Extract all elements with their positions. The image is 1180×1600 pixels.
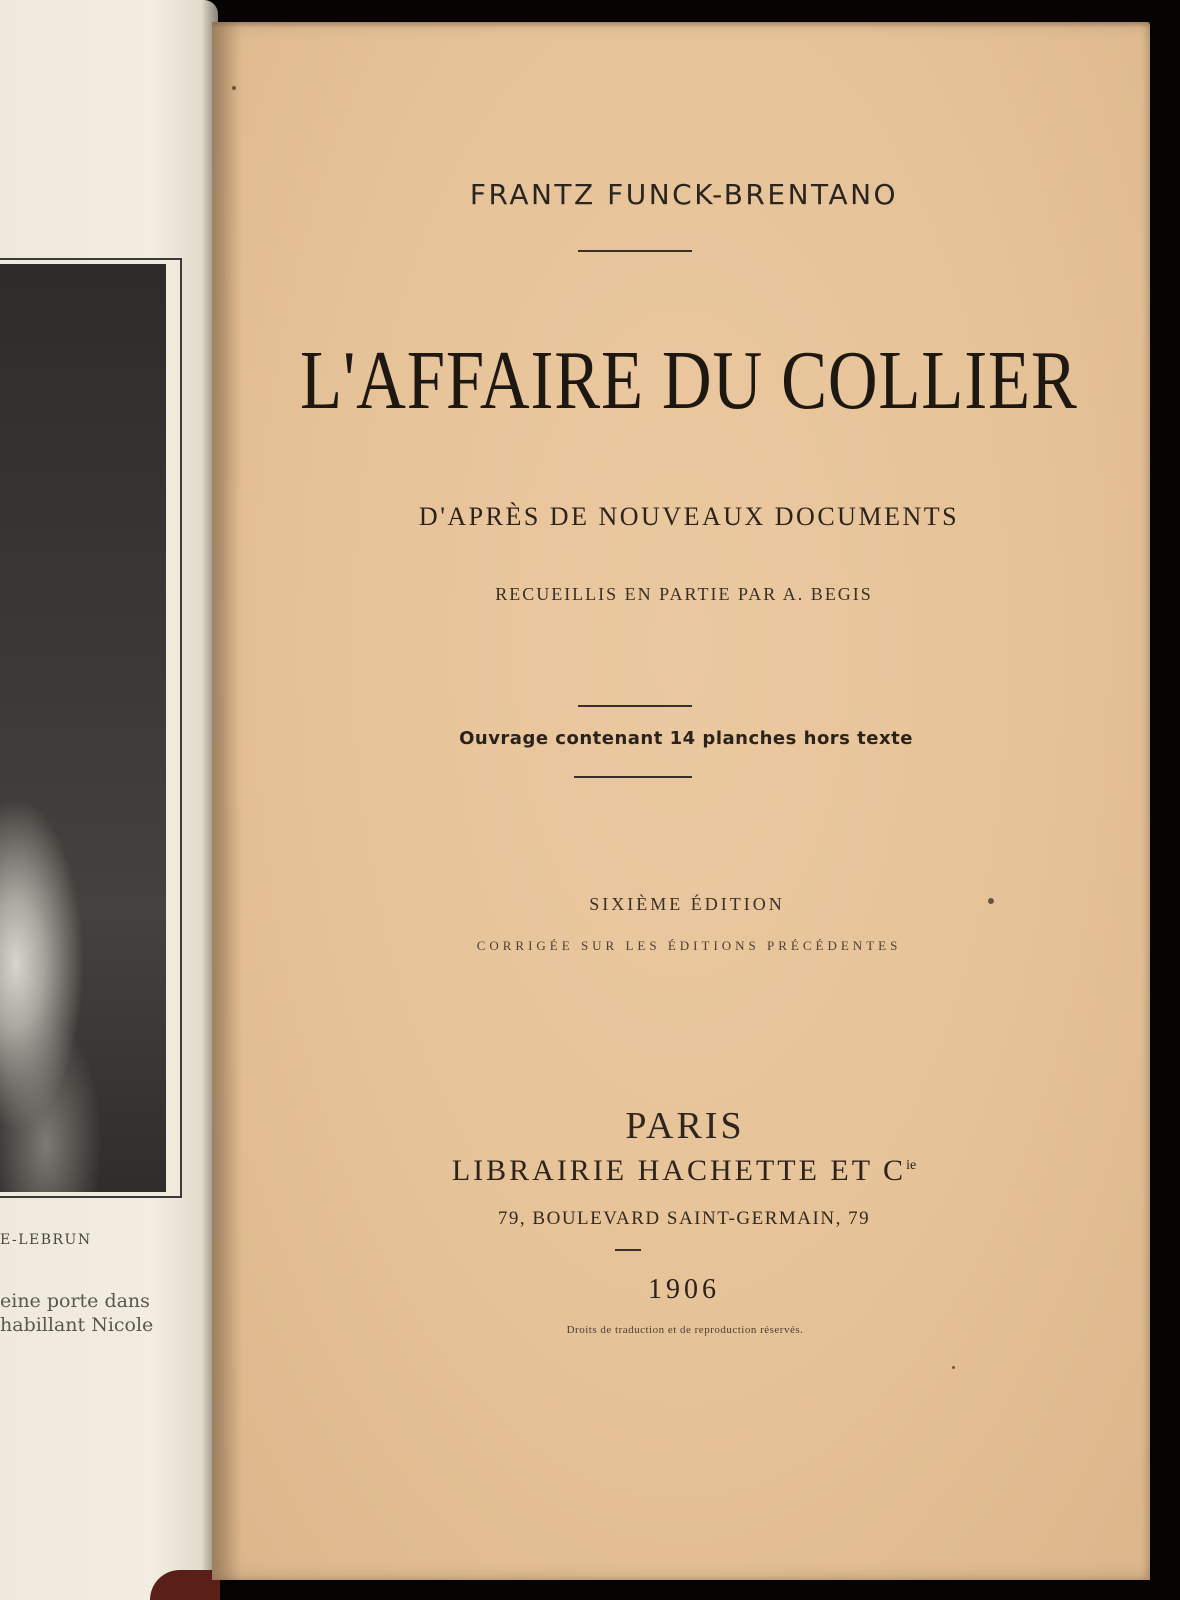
portrait-plate [0, 258, 182, 1198]
gutter-shadow [212, 22, 242, 1580]
divider-rule [578, 250, 692, 252]
publisher-text: LIBRAIRIE HACHETTE ET C [451, 1154, 907, 1187]
paper-speck [988, 898, 994, 904]
divider-rule [615, 1249, 641, 1251]
author-name: FRANTZ FUNCK-BRENTANO [469, 178, 899, 211]
publisher-name [218, 1154, 1150, 1188]
facing-page [0, 0, 218, 1600]
edition-statement: SIXIÈME ÉDITION [589, 894, 785, 914]
portrait-photograph [0, 264, 166, 1192]
plates-note: Ouvrage contenant 14 planches hors texte [459, 728, 913, 749]
book-title: L'AFFAIRE DU COLLIER [300, 334, 1078, 427]
facing-text-line: eine porte dans [0, 1290, 150, 1312]
divider-rule [578, 705, 692, 707]
book-subtitle-secondary: RECUEILLIS EN PARTIE PAR A. BEGIS [495, 584, 873, 604]
title-page [212, 22, 1150, 1580]
page-top-edge [212, 22, 1150, 28]
paper-speck [232, 86, 236, 90]
plate-caption: E-LEBRUN [0, 1232, 92, 1248]
imprint-city: PARIS [625, 1105, 745, 1147]
publication-year: 1906 [648, 1274, 720, 1305]
paper-speck [952, 1366, 955, 1369]
rights-notice: Droits de traduction et de reproduction réservés. [566, 1324, 804, 1336]
edition-note: CORRIGÉE SUR LES ÉDITIONS PRÉCÉDENTES [476, 938, 902, 953]
divider-rule [574, 776, 692, 778]
book-subtitle: D'APRÈS DE NOUVEAUX DOCUMENTS [418, 502, 960, 531]
publisher-superscript: ie [906, 1158, 917, 1173]
publisher-address: 79, BOULEVARD SAINT-GERMAIN, 79 [497, 1208, 871, 1229]
facing-text-line: habillant Nicole [0, 1314, 154, 1336]
